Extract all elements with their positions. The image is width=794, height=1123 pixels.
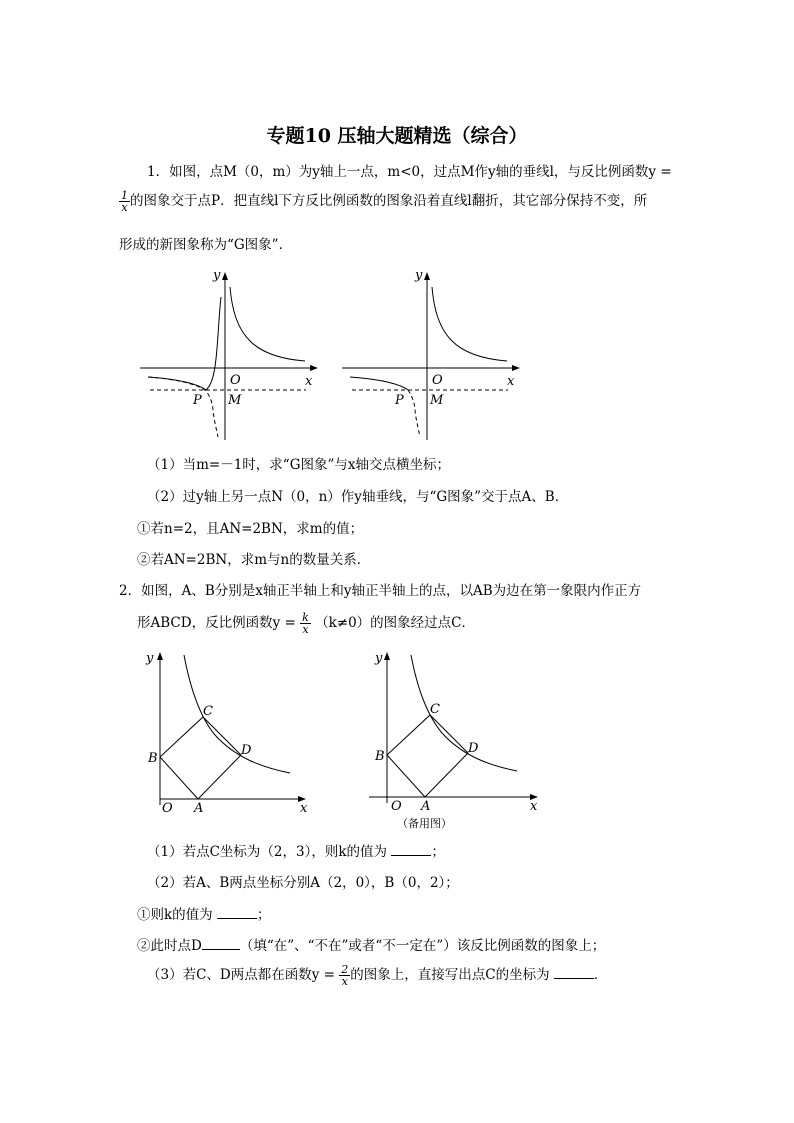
q2-fraction (300, 612, 311, 635)
q2-sub3-wrap (147, 964, 607, 987)
q2-frac-num: k (302, 611, 309, 624)
fig2-x-label: x (300, 801, 308, 816)
q2-frac-den: x (302, 623, 309, 636)
q2-sub2a-end: ； (256, 907, 271, 923)
q2-line2-wrap (137, 612, 475, 635)
fig2-origin-label: O (162, 801, 173, 816)
figure-1-right (340, 265, 525, 442)
fig2r-y-label: y (375, 651, 383, 666)
fig1r-y-label: y (415, 268, 423, 283)
q1-line2-wrap (119, 190, 647, 213)
q2-line2a: 形ABCD，反比例函数y = (137, 615, 296, 631)
fig2r-x-label: x (530, 799, 538, 814)
q2-sub3-blank[interactable] (554, 978, 594, 979)
fig2-a-label: A (194, 801, 204, 816)
fig2-caption: （备用图） (397, 817, 452, 830)
fig1r-p-label: P (395, 393, 404, 408)
fig1r-x-label: x (507, 374, 515, 389)
fig2r-c-label: C (430, 702, 440, 717)
fig1r-m-label: M (430, 393, 444, 408)
q1-frac-den: x (121, 201, 128, 214)
q2-sub2a-wrap (137, 906, 270, 924)
fig2-c-label: C (203, 704, 213, 719)
figure-2-left (140, 647, 325, 817)
q2-sub3-a: （3）若C、D两点都在函数y = (147, 967, 335, 983)
fig1-y-label: y (213, 268, 221, 283)
fig2r-d-label: D (468, 741, 479, 756)
fig2r-origin-label: O (391, 799, 402, 814)
q2-sub2b-b: （填“在”、“不在”或者“不一定在”）该反比例函数的图象上； (239, 938, 606, 954)
q2-line1: 2．如图，A、B分别是x轴正半轴上和y轴正半轴上的点，以AB为边在第一象限内作正方 (119, 583, 642, 599)
q1-frac-num: 1 (121, 189, 128, 202)
q2-sub1: （1）若点C坐标为（2，3），则k的值为 (147, 844, 388, 860)
q2-sub1-blank[interactable] (391, 855, 431, 856)
fig2-d-label: D (241, 743, 252, 758)
q1-sub1: （1）当m=－1时，求“G图象”与x轴交点横坐标； (147, 457, 450, 473)
figure-1-left (138, 265, 323, 442)
q1-line1: 1．如图，点M（0，m）为y轴上一点，m<0，过点M作y轴的垂线l，与反比例函数y = (147, 164, 672, 180)
q2-sub1-end: ； (431, 844, 445, 860)
q2-sub2b-wrap (137, 937, 605, 955)
q2-sub3-frac-num: 2 (341, 963, 349, 976)
fig2-b-label: B (148, 751, 158, 766)
q2-sub2a-blank[interactable] (217, 918, 257, 919)
page-title: 专题10 压轴大题精选（综合） (266, 125, 528, 147)
fig1-origin-label: O (230, 373, 241, 388)
q2-sub3-b: 的图象上，直接写出点C的坐标为 (350, 967, 550, 983)
q1-sub2b: ②若AN=2BN，求m与n的数量关系． (137, 552, 371, 568)
q2-sub2b-blank[interactable] (202, 949, 240, 950)
q2-sub1-wrap (147, 843, 445, 861)
q2-sub3-end: ． (593, 967, 608, 983)
fig2-y-label: y (146, 651, 154, 666)
figure-2-right (367, 647, 552, 832)
fig2r-b-label: B (375, 749, 385, 764)
fig1-x-label: x (305, 374, 313, 389)
q2-sub2b-a: ②此时点D (137, 938, 202, 954)
q1-line2: 的图象交于点P．把直线l下方反比例函数的图象沿着直线l翻折，其它部分保持不变，所 (130, 193, 648, 209)
q2-sub2: （2）若A、B两点坐标分别A（2，0），B（0，2）； (147, 875, 459, 891)
fig1-p-label: P (193, 393, 202, 408)
q2-sub2a: ①则k的值为 (137, 907, 213, 923)
q2-sub3-fraction (339, 964, 350, 987)
fig2r-a-label: A (421, 799, 431, 814)
q1-line3: 形成的新图象称为“G图象”． (119, 237, 293, 253)
q1-sub2: （2）过y轴上另一点N（0，n）作y轴垂线，与“G图象”交于点A、B． (147, 489, 569, 505)
q2-sub3-frac-den: x (341, 975, 348, 988)
fig1r-origin-label: O (432, 373, 443, 388)
q2-line2b: （k≠0）的图象经过点C． (315, 615, 475, 631)
q1-fraction (119, 190, 130, 213)
q1-sub2a: ①若n=2，且AN=2BN，求m的值； (137, 521, 364, 537)
fig1-m-label: M (228, 393, 242, 408)
